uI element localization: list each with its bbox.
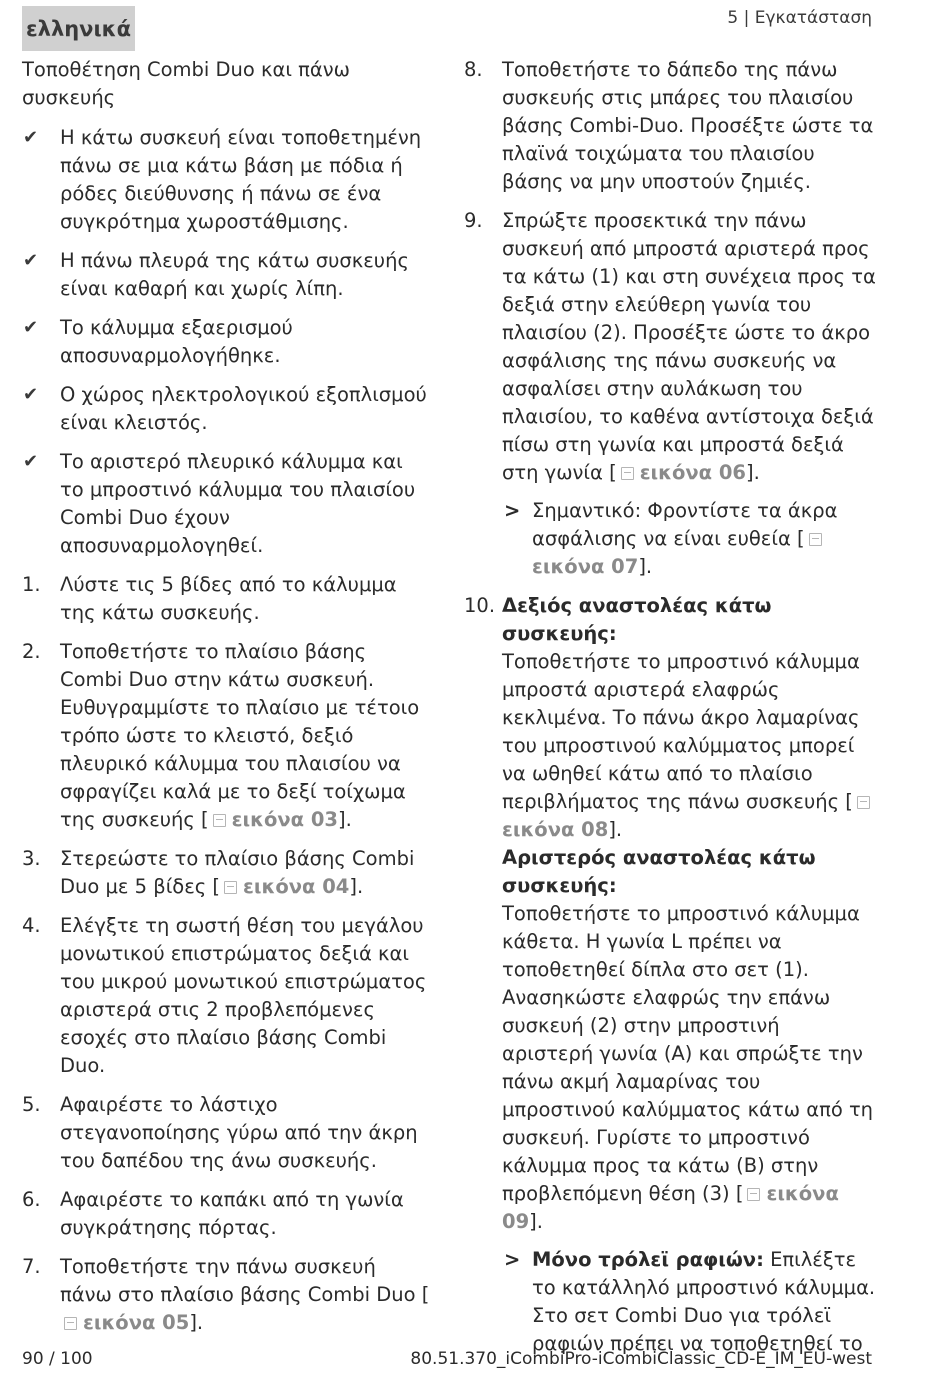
step-subtitle: Δεξιός αναστολέας κάτω συσκευής: [502, 594, 772, 645]
note-text: Επιλέξτε το κατάλληλό μπροστινό κάλυμμα. Στο σετ Combi Duo για τρόλεϊ ραφιών πρέπει να τοποθετηθεί το [532, 1248, 876, 1355]
step-text: Τοποθετήστε το δάπεδο της πάνω συσκευής στις μπάρες του πλαισίου βάσης Combi-Duo. Προσέξτε ώστε τα πλαϊνά τοιχώματα του πλαισίου βάσης να μην υποστούν ζημιές. [502, 58, 874, 193]
step-number: 5. [22, 1093, 41, 1116]
note-text: Σημαντικό: Φροντίστε τα άκρα ασφάλισης να είναι ευθεία [ [532, 499, 838, 550]
step-list [22, 571, 432, 1337]
step-item: 3. Στερεώστε το πλαίσιο βάσης Combi Duo με 5 βίδες [ εικόνα 04]. [22, 847, 415, 898]
step-number: 4. [22, 914, 41, 937]
figure-link[interactable]: εικόνα 05 [60, 1311, 189, 1334]
list-item: ✔ Η πάνω πλευρά της κάτω συσκευής είναι καθαρή και χωρίς λίπη. [23, 249, 409, 300]
step-text: Τοποθετήστε το μπροστινό κάλυμμα κάθετα. Η γωνία L πρέπει να τοποθετηθεί δίπλα στο σετ (1). Ανασηκώστε ελαφρώς την επάνω συσκευή (2) στην μπροστινή αριστερή γωνία (A) και σπρώξτε την πάνω ακμή λαμαρίνας του μπροστινού καλύμματος κάτω από τη συσκευή. Γυρίστε το μπροστινό κάλυμμα προς τα κάτω (B) στην προβλεπόμενη θέση (3) [ [502, 902, 874, 1205]
step-item [22, 1186, 432, 1242]
check-icon: ✔ [23, 250, 39, 271]
step-item: 7. Τοποθετήστε την πάνω συσκευή πάνω στο πλαίσιο βάσης Combi Duo [εικόνα 05]. [22, 1255, 430, 1334]
step-number: 2. [22, 640, 41, 663]
right-column [464, 56, 876, 1369]
step-item [464, 56, 876, 196]
step-text: Τοποθετήστε το μπροστινό κάλυμμα μπροστά αριστερά ελαφρώς κεκλιμένα. Το πάνω άκρο λαμαρίνας του μπροστινού καλύμματος μπορεί να ωθηθεί κάτω από το πλαίσιο περιβλήματος της πάνω συσκευής [ [502, 650, 860, 813]
arrow-marker: > [504, 1248, 521, 1271]
step-text: Αφαιρέστε το λάστιχο στεγανοποίησης γύρω από την άκρη του δαπέδου της άνω συσκευής. [60, 1093, 418, 1172]
section-header: 5 | Εγκατάσταση [727, 8, 872, 28]
check-icon: ✔ [23, 384, 39, 405]
step-item: 10. Δεξιός αναστολέας κάτω συσκευής: Τοποθετήστε το μπροστινό κάλυμμα μπροστά αριστερά ελαφρώς κεκλιμένα. Το πάνω άκρο λαμαρίνας του μπροστινού καλύμματος μπορεί να ωθηθεί κάτω από το πλαίσιο περιβλήματος της πάνω συσκευής [εικόνα 08]. Αριστερός αναστολέας κάτω συσκευής: Τοποθετήστε το μπροστινό κάλυμμα κάθετα. Η γωνία L πρέπει να τοποθετηθεί δίπλα στο σετ (1). Ανασηκώστε ελαφρώς την επάνω συσκευή (2) στην μπροστινή αριστερή γωνία (A) και σπρώξτε την πάνω ακμή λαμαρίνας του μπροστινού καλύμματος κάτω από τη συσκευή. Γυρίστε το μπροστινό κάλυμμα προς τα κάτω (B) στην προβλεπόμενη θέση (3) [ εικόνα 09]. > Μόνο τρόλεϊ ραφιών: Επιλέξτε το κατάλληλό μπροστινό κάλυμμα. Στο σετ Combi Duo για τρόλεϊ ραφιών πρέπει να τοποθετηθεί το [464, 592, 876, 1358]
step-number: 8. [464, 58, 483, 81]
list-item: ✔ Η κάτω συσκευή είναι τοποθετημένη πάνω σε μια κάτω βάση με πόδια ή ρόδες διεύθυνσης ή πάνω σε ένα συγκρότημα χωροστάθμισης. [23, 126, 422, 233]
figure-icon [747, 1188, 760, 1201]
figure-icon [809, 533, 822, 546]
step-item: 2. Τοποθετήστε το πλαίσιο βάσης Combi Duo στην κάτω συσκευή. Ευθυγραμμίστε το πλαίσιο με τέτοιο τρόπο ώστε το κλειστό, δεξιό πλευρικό κάλυμμα του πλαισίου να σφραγίζει καλά με το δεξί τοίχωμα της συσκευής [ εικόνα 03]. [22, 640, 420, 831]
step-number: 1. [22, 573, 41, 596]
page-number: 90 / 100 [22, 1349, 93, 1369]
figure-link[interactable]: εικόνα 06 [617, 461, 746, 484]
figure-link[interactable]: εικόνα 08 [502, 790, 876, 841]
language-tag: ελληνικά [22, 6, 135, 51]
figure-icon [64, 1317, 77, 1330]
arrow-marker: > [504, 499, 521, 522]
step-number: 9. [464, 209, 483, 232]
step-item [22, 571, 432, 627]
list-item: ✔ Το αριστερό πλευρικό κάλυμμα και το μπροστινό κάλυμμα του πλαισίου Combi Duo έχουν αποσυναρμολογηθεί. [23, 450, 416, 557]
check-icon: ✔ [23, 317, 39, 338]
step-text: Αφαιρέστε το καπάκι από τη γωνία συγκράτησης πόρτας. [60, 1188, 404, 1239]
figure-link[interactable]: εικόνα 04 [220, 875, 349, 898]
note [502, 1246, 876, 1358]
figure-icon [621, 467, 634, 480]
figure-link[interactable]: εικόνα 03 [209, 808, 338, 831]
step-number: 6. [22, 1188, 41, 1211]
check-icon: ✔ [23, 451, 39, 472]
step-number: 7. [22, 1255, 41, 1278]
step-text: Τοποθετήστε την πάνω συσκευή πάνω στο πλαίσιο βάσης Combi Duo [ [60, 1255, 430, 1306]
step-text: Στερεώστε το πλαίσιο βάσης Combi Duo με 5 βίδες [ [60, 847, 415, 898]
step-item [22, 1091, 432, 1175]
step-subtitle: Αριστερός αναστολέας κάτω συσκευής: [502, 846, 816, 897]
step-list [464, 56, 876, 1358]
step-number: 3. [22, 847, 41, 870]
figure-icon [213, 814, 226, 827]
step-text: Λύστε τις 5 βίδες από το κάλυμμα της κάτω συσκευής. [60, 573, 397, 624]
prerequisite-list [22, 124, 432, 560]
figure-icon [857, 796, 870, 809]
step-number: 10. [464, 594, 496, 617]
list-item: ✔ Ο χώρος ηλεκτρολογικού εξοπλισμού είναι κλειστός. [23, 383, 427, 434]
left-column [22, 56, 432, 1348]
step-item [22, 912, 432, 1080]
list-item: ✔ Το κάλυμμα εξαερισμού αποσυναρμολογήθηκε. [23, 316, 293, 367]
check-icon: ✔ [23, 127, 39, 148]
step-text: Τοποθετήστε το πλαίσιο βάσης Combi Duo στην κάτω συσκευή. Ευθυγραμμίστε το πλαίσιο με τέτοιο τρόπο ώστε το κλειστό, δεξιό πλευρικό κάλυμμα του πλαισίου να σφραγίζει καλά με το δεξί τοίχωμα της συσκευής [ [60, 640, 420, 831]
step-text: Σπρώξτε προσεκτικά την πάνω συσκευή από μπροστά αριστερά προς τα κάτω (1) και στη συνέχεια προς τα δεξιά στην ελεύθερη γωνία του πλαισίου (2). Προσέξτε ώστε το άκρο ασφάλισης της πάνω συσκευής να ασφαλίσει στην αυλάκωση του πλαισίου, το καθένα αντίστοιχα δεξιά πίσω στη γωνία και μπροστά δεξιά στη γωνία [ [502, 209, 876, 484]
figure-icon [224, 881, 237, 894]
subheading: Τοποθέτηση Combi Duo και πάνω συσκευής [22, 58, 350, 109]
step-item: 9. Σπρώξτε προσεκτικά την πάνω συσκευή από μπροστά αριστερά προς τα κάτω (1) και στη συνέχεια προς τα δεξιά στην ελεύθερη γωνία του πλαισίου (2). Προσέξτε ώστε το άκρο ασφάλισης της πάνω συσκευής να ασφαλίσει στην αυλάκωση του πλαισίου, το καθένα αντίστοιχα δεξιά πίσω στη γωνία και μπροστά δεξιά στη γωνία [ εικόνα 06]. > Σημαντικό: Φροντίστε τα άκρα ασφάλισης να είναι ευθεία [εικόνα 07]. [464, 207, 876, 581]
note-title: Μόνο τρόλεϊ ραφιών: [532, 1248, 764, 1271]
note: > Σημαντικό: Φροντίστε τα άκρα ασφάλισης να είναι ευθεία [εικόνα 07]. [504, 499, 838, 578]
step-text: Ελέγξτε τη σωστή θέση του μεγάλου μονωτικού επιστρώματος δεξιά και του μικρού μονωτικού επιστρώματος αριστερά στις 2 προβλεπόμενες εσοχές στο πλαίσιο βάσης Combi Duo. [60, 914, 427, 1077]
document-id: 80.51.370_iCombiPro-iCombiClassic_CD-E_IM_EU-west [410, 1349, 872, 1369]
figure-link[interactable]: εικόνα 09 [502, 1182, 839, 1233]
figure-link[interactable]: εικόνα 07 [532, 527, 828, 578]
